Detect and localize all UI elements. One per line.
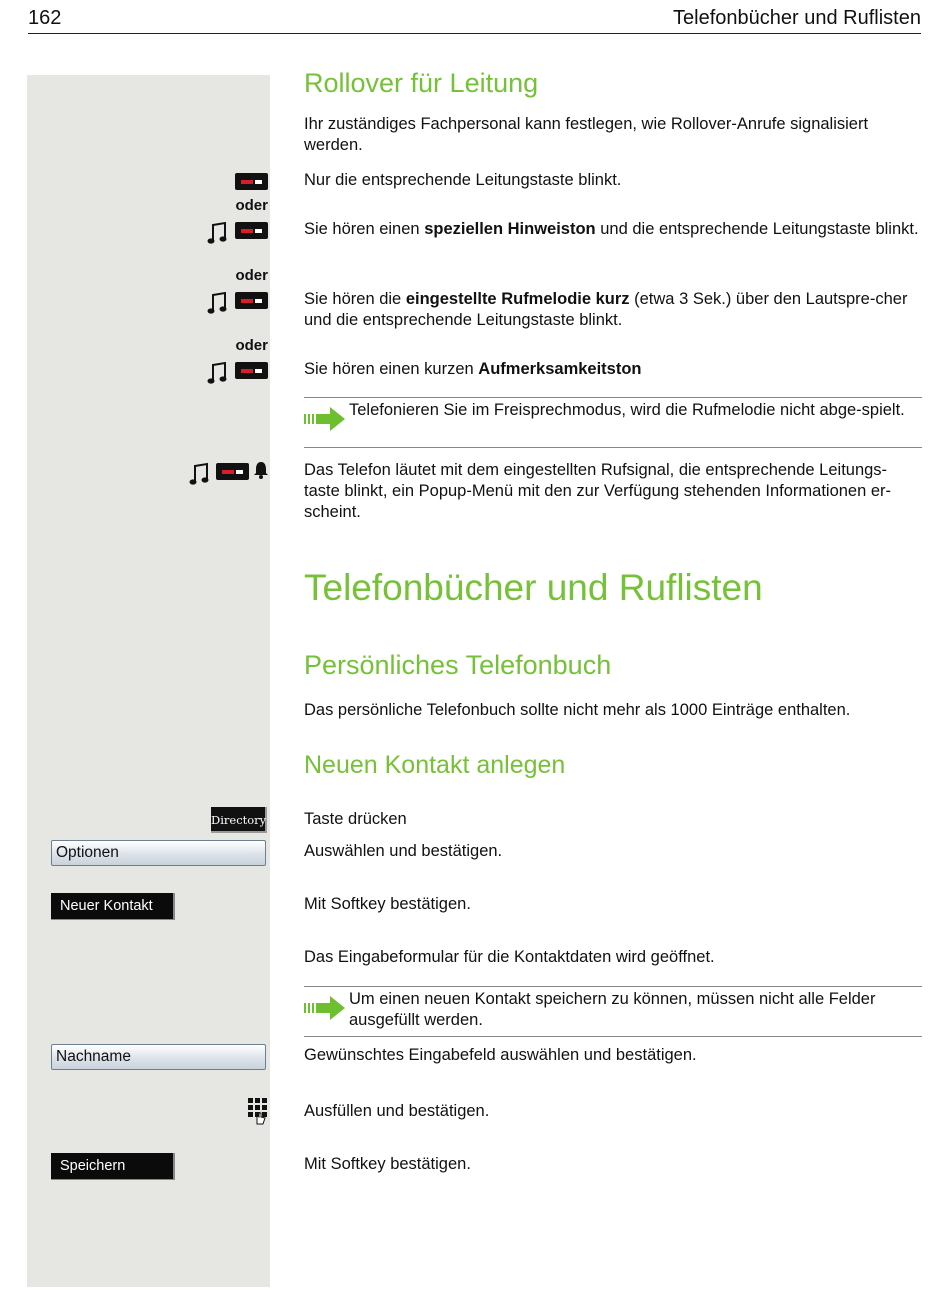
music-note-icon xyxy=(207,361,229,385)
or-label: oder xyxy=(235,337,268,354)
softkey-save[interactable]: Speichern xyxy=(51,1153,175,1180)
rollover-option-3: Sie hören die eingestellte Rufmelodie kurz (etwa 3 Sek.) über den Lautspre-cher und die entsprechende Leitungstaste blinkt. xyxy=(304,290,908,329)
music-note-icon xyxy=(207,291,229,315)
header-rule xyxy=(28,33,921,34)
softkey-new-contact[interactable]: Neuer Kontakt xyxy=(51,893,175,920)
keypad-icon xyxy=(248,1098,268,1126)
step-softkey-confirm: Mit Softkey bestätigen. xyxy=(304,895,471,913)
menu-item-optionen[interactable]: Optionen xyxy=(51,840,266,866)
step-select-field: Gewünschtes Eingabefeld auswählen und bestätigen. xyxy=(304,1046,697,1064)
or-label: oder xyxy=(235,267,268,284)
hint-box xyxy=(304,397,922,448)
step-press-key: Taste drücken xyxy=(304,810,407,828)
personal-phonebook-text: Das persönliche Telefonbuch sollte nicht mehr als 1000 Einträge enthalten. xyxy=(304,701,851,719)
step-fill-in: Ausfüllen und bestätigen. xyxy=(304,1102,490,1120)
section-heading-personal-phonebook: Persönliches Telefonbuch xyxy=(304,650,612,680)
line-key-icon xyxy=(235,173,268,190)
section-heading-rollover: Rollover für Leitung xyxy=(304,68,539,98)
chapter-heading: Telefonbücher und Ruflisten xyxy=(304,567,763,608)
rollover-option-4: Sie hören einen kurzen Aufmerksamkeitston xyxy=(304,360,642,378)
step-select-confirm: Auswählen und bestätigen. xyxy=(304,842,503,860)
or-label: oder xyxy=(235,197,268,214)
hint-text: Um einen neuen Kontakt speichern zu können, müssen nicht alle Felder ausgefüllt werden. xyxy=(349,990,876,1029)
line-key-icon xyxy=(216,463,249,480)
rollover-intro: Ihr zuständiges Fachpersonal kann festlegen, wie Rollover-Anrufe signalisiert werden. xyxy=(304,115,869,154)
field-nachname[interactable]: Nachname xyxy=(51,1044,266,1070)
directory-key[interactable]: Directory xyxy=(211,807,267,833)
section-heading-new-contact: Neuen Kontakt anlegen xyxy=(304,751,566,779)
step-softkey-save: Mit Softkey bestätigen. xyxy=(304,1155,471,1173)
line-key-icon xyxy=(235,292,268,309)
ring-description: Das Telefon läutet mit dem eingestellten Rufsignal, die entsprechende Leitungs-taste blinkt, ein Popup-Menü mit den zur Verfügung stehenden Informationen er-scheint. xyxy=(304,461,892,521)
green-arrow-icon xyxy=(304,407,346,431)
rollover-option-2: Sie hören einen speziellen Hinweiston und die entsprechende Leitungstaste blinkt. xyxy=(304,220,919,238)
line-key-icon xyxy=(235,362,268,379)
green-arrow-icon xyxy=(304,996,346,1020)
running-header-title: Telefonbücher und Ruflisten xyxy=(673,7,921,29)
bell-icon xyxy=(254,461,268,479)
hint-box xyxy=(304,986,922,1037)
line-key-icon xyxy=(235,222,268,239)
action-column xyxy=(27,75,270,1287)
music-note-icon xyxy=(189,462,211,486)
rollover-option-1: Nur die entsprechende Leitungstaste blinkt. xyxy=(304,171,622,189)
page-number: 162 xyxy=(28,7,62,29)
step-form-opened: Das Eingabeformular für die Kontaktdaten wird geöffnet. xyxy=(304,948,715,966)
music-note-icon xyxy=(207,221,229,245)
hint-text: Telefonieren Sie im Freisprechmodus, wird die Rufmelodie nicht abge-spielt. xyxy=(349,401,905,419)
